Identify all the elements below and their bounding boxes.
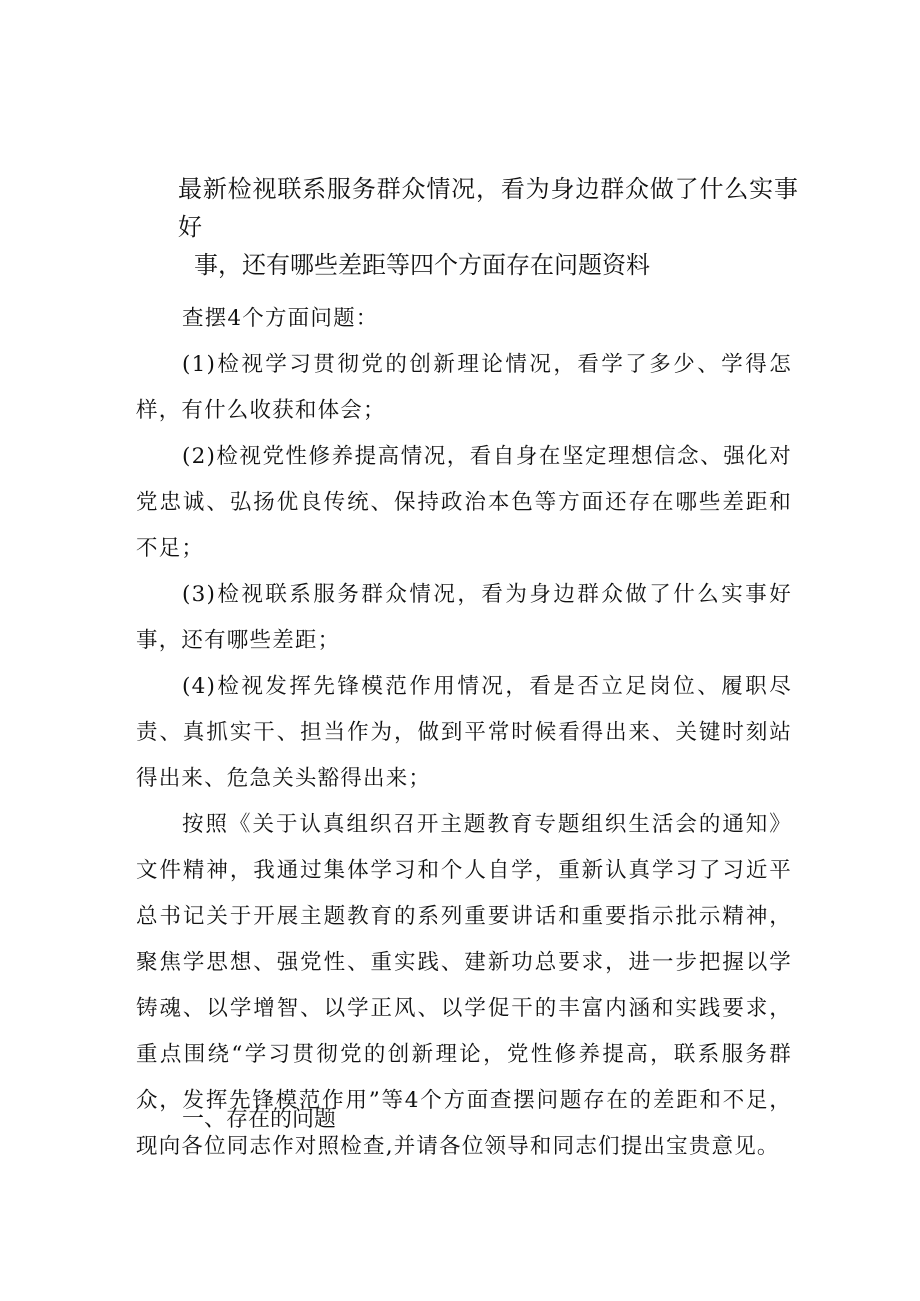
item-paragraph-1: (1)检视学习贯彻党的创新理论情况，看学了多少、学得怎样，有什么收获和体会； [136,352,792,423]
item-paragraph-3: (3)检视联系服务群众情况，看为身边群众做了什么实事好事，还有哪些差距； [136,582,792,653]
main-paragraph: 按照《关于认真组织召开主题教育专题组织生活会的通知》文件精神，我通过集体学习和个人自学，重新认真学习了习近平总书记关于开展主题教育的系列重要讲话和重要指示批示精神，聚焦学思想、强党性、重实践、建新功总要求，进一步把握以学铸魂、以学增智、以学正风、以学促干的丰富内涵和实践要求，重点围绕“学习贯彻党的创新理论，党性修养提高，联系服务群众，发挥先锋模范作用”等4个方面查摆问题存在的差距和不足，现向各位同志作对照检查,并请各位领导和同志们提出宝贵意见。 [136,812,792,1159]
document-title [178,170,798,284]
section-heading: 一、存在的问题 [182,1107,337,1132]
item-paragraph-4: (4)检视发挥先锋模范作用情况，看是否立足岗位、履职尽责、真抓实干、担当作为，做到平常时候看得出来、关键时刻站得出来、危急关头豁得出来； [136,674,792,791]
title-line-1: 最新检视联系服务群众情况，看为身边群众做了什么实事好 [178,175,798,241]
document-body [136,296,792,1170]
intro-paragraph: 查摆4个方面问题： [182,306,379,331]
item-paragraph-2: (2)检视党性修养提高情况，看自身在坚定理想信念、强化对党忠诚、弘扬优良传统、保持政治本色等方面还存在哪些差距和不足； [136,444,792,561]
title-line-2: 事，还有哪些差距等四个方面存在问题资料 [194,251,650,279]
